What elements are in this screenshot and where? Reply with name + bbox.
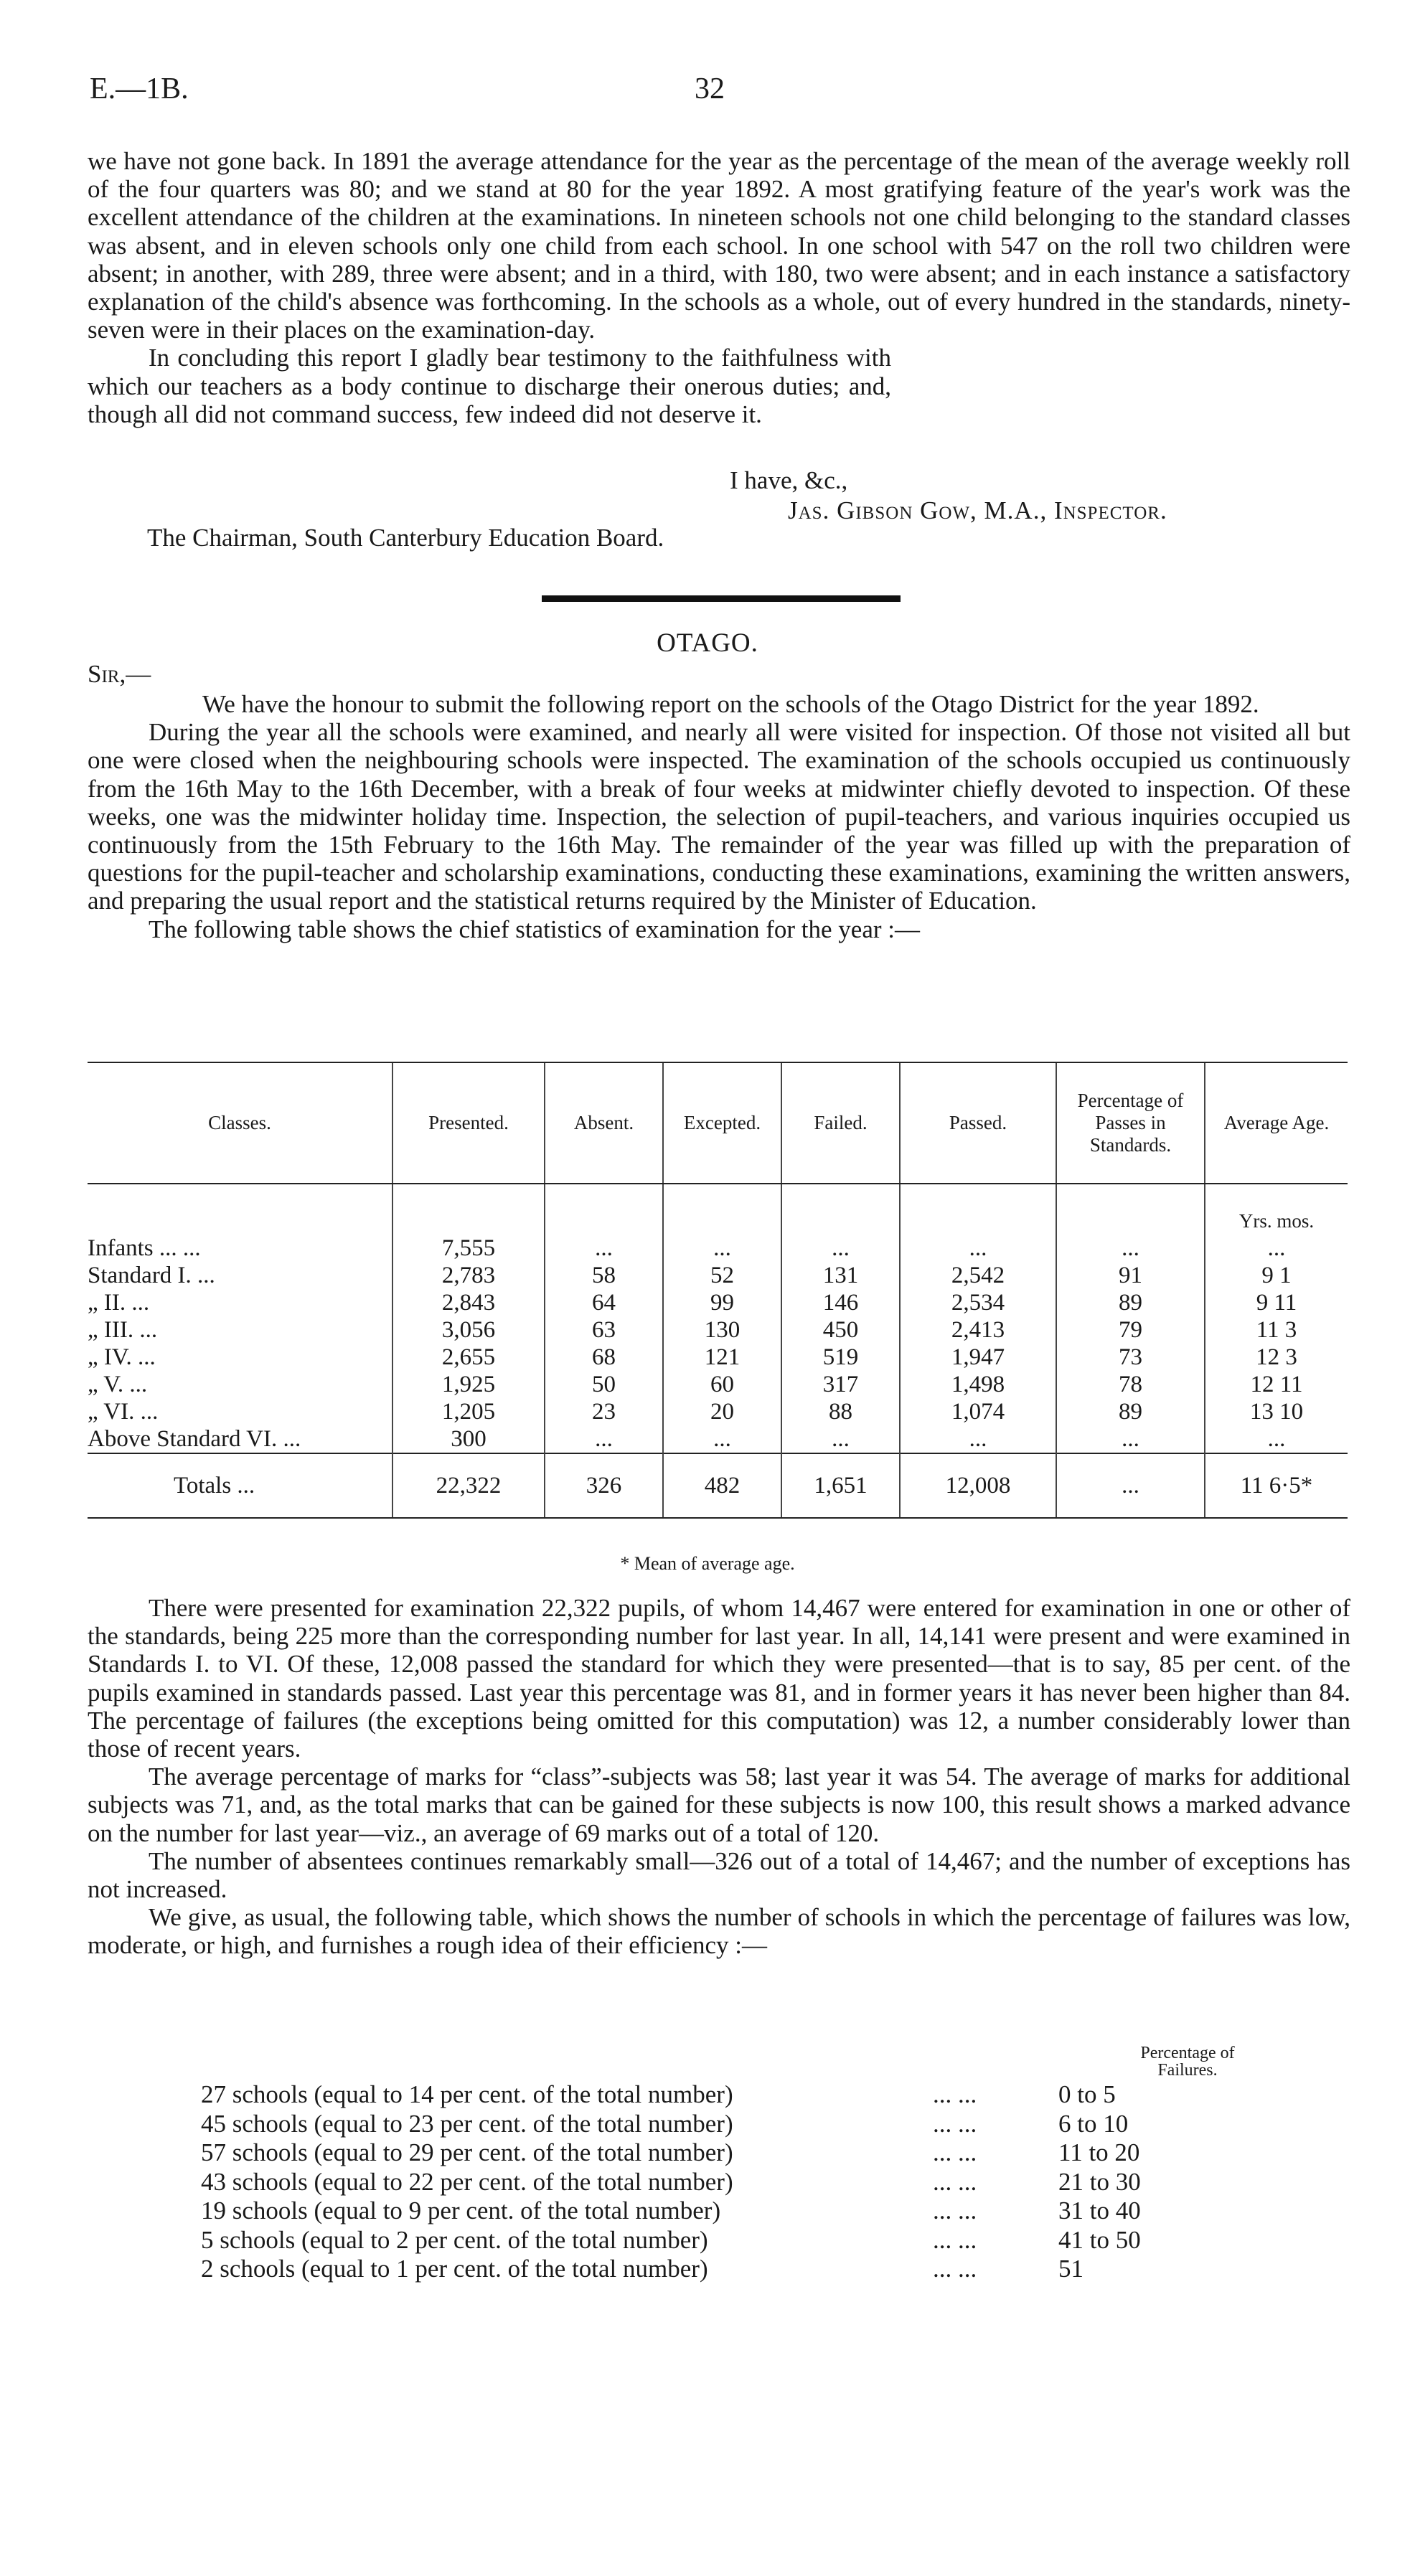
table-cell: 9 11: [1205, 1289, 1348, 1316]
results-paragraph-2: The average percentage of marks for “class”-subjects was 58; last year it was 54. The average of marks for additional subjects was 71, and, as the total marks that can be gained for these subjects is now 100, this result shows a marked advance on the number for last year—viz., an average of 69 marks out of a total of 120.: [88, 1763, 1350, 1847]
section-heading-otago: OTAGO.: [657, 628, 758, 658]
totals-cell: 482: [663, 1453, 781, 1518]
class-name-cell: Above Standard VI. ...: [88, 1426, 301, 1452]
document-reference: E.—1B.: [90, 72, 189, 105]
table-cell: 519: [781, 1344, 900, 1371]
table-row: [88, 1371, 1348, 1398]
table-cell: 99: [663, 1289, 781, 1316]
table-cell: 91: [1056, 1262, 1205, 1289]
signoff: I have, &c.,: [730, 466, 848, 494]
table-cell: 1,498: [900, 1371, 1056, 1398]
list-item: [201, 2080, 1277, 2110]
failure-desc: 5 schools (equal to 2 per cent. of the total number): [201, 2225, 708, 2254]
table-cell: 2,783: [392, 1262, 545, 1289]
table-cell: 12 3: [1205, 1344, 1348, 1371]
table-cell: ...: [781, 1425, 900, 1453]
table-cell: 2,413: [900, 1316, 1056, 1344]
column-header: Classes.: [88, 1062, 392, 1184]
table-row: [88, 1398, 1348, 1425]
totals-label: Totals ...: [88, 1453, 392, 1518]
table-cell: 7,555: [392, 1235, 545, 1262]
table-body: [88, 1184, 1348, 1518]
failure-range: 51: [1058, 2255, 1083, 2283]
list-item: [201, 2197, 1277, 2226]
list-item: [201, 2138, 1277, 2168]
table-cell: 450: [781, 1316, 900, 1344]
addressee: The Chairman, South Canterbury Education Board.: [147, 524, 664, 552]
table-cell: 300: [392, 1425, 545, 1453]
failure-desc: 43 schools (equal to 22 per cent. of the total number): [201, 2167, 733, 2196]
table-row: [88, 1289, 1348, 1316]
table-cell: 12 11: [1205, 1371, 1348, 1398]
failure-dots: ... ...: [933, 2197, 977, 2224]
failure-dots: ... ...: [933, 2109, 977, 2138]
table-row: [88, 1425, 1348, 1453]
table-cell: 89: [1056, 1398, 1205, 1425]
table-cell: ...: [545, 1425, 663, 1453]
table-cell: 130: [663, 1316, 781, 1344]
inspector-signature: Jas. Gibson Gow, M.A., Inspector.: [788, 496, 1167, 524]
list-item: [201, 2255, 1277, 2284]
table-cell: ...: [1205, 1235, 1348, 1262]
table-cell: 317: [781, 1371, 900, 1398]
otago-paragraph-3: The following table shows the chief statistics of examination for the year :—: [149, 915, 920, 943]
table-cell: ...: [663, 1425, 781, 1453]
table-cell: 1,205: [392, 1398, 545, 1425]
column-header: Absent.: [545, 1062, 663, 1184]
totals-cell: ...: [1056, 1453, 1205, 1518]
table-cell: 78: [1056, 1371, 1205, 1398]
list-item: [201, 2110, 1277, 2139]
table-cell: 1,074: [900, 1398, 1056, 1425]
totals-cell: 12,008: [900, 1453, 1056, 1518]
table-cell: 64: [545, 1289, 663, 1316]
table-cell: ...: [900, 1235, 1056, 1262]
table-cell: ...: [1056, 1235, 1205, 1262]
table-cell: 2,843: [392, 1289, 545, 1316]
column-header: Excepted.: [663, 1062, 781, 1184]
column-header: Failed.: [781, 1062, 900, 1184]
otago-introduction: [88, 690, 1350, 943]
failure-desc: 2 schools (equal to 1 per cent. of the total number): [201, 2255, 708, 2283]
table-cell: 1,947: [900, 1344, 1056, 1371]
table-cell: 60: [663, 1371, 781, 1398]
table-cell: 146: [781, 1289, 900, 1316]
failure-range: 31 to 40: [1058, 2197, 1141, 2224]
table-cell: 63: [545, 1316, 663, 1344]
table-cell: 68: [545, 1344, 663, 1371]
table-cell: 52: [663, 1262, 781, 1289]
table-cell: ...: [663, 1235, 781, 1262]
class-name-cell: Standard I. ...: [88, 1263, 215, 1288]
examination-statistics-table: [88, 1062, 1348, 1519]
table-cell: ...: [900, 1425, 1056, 1453]
table-cell: 1,925: [392, 1371, 545, 1398]
table-cell: 2,655: [392, 1344, 545, 1371]
class-name-cell: „ VI. ...: [88, 1399, 159, 1425]
table-row: [88, 1344, 1348, 1371]
totals-row: [88, 1453, 1348, 1518]
table-row: [88, 1235, 1348, 1262]
table-footnote: * Mean of average age.: [620, 1553, 795, 1574]
class-name-cell: „ V. ...: [88, 1372, 148, 1397]
table-cell: 11 3: [1205, 1316, 1348, 1344]
table-cell: 3,056: [392, 1316, 545, 1344]
column-header: Presented.: [392, 1062, 545, 1184]
failure-desc: 27 schools (equal to 14 per cent. of the total number): [201, 2080, 733, 2108]
salutation: Sir,—: [88, 660, 151, 688]
class-name-cell: „ II. ...: [88, 1290, 150, 1316]
table-cell: 58: [545, 1262, 663, 1289]
table-cell: 2,534: [900, 1289, 1056, 1316]
page-number: 32: [695, 72, 725, 105]
failure-desc: 45 schools (equal to 23 per cent. of the total number): [201, 2109, 733, 2138]
table-cell: 9 1: [1205, 1262, 1348, 1289]
table-row: [88, 1262, 1348, 1289]
table-cell: ...: [781, 1235, 900, 1262]
canterbury-paragraph-attendance: we have not gone back. In 1891 the average attendance for the year as the percentage of the mean of the average weekly roll of the four quarters was 80; and we stand at 80 for the year 1892. A most gratifying feature of the year's work was the excellent attendance of the children at the examinations. In nineteen schools not one child belonging to the standard classes was absent, and in eleven schools only one child from each school. In one school with 547 on the roll two children were absent; in another, with 289, three were absent; and in a third, with 180, two were absent; and in each instance a satisfactory explanation of the child's absence was forthcoming. In the schools as a whole, out of every hundred in the standards, ninety-seven were in their places on the examination-day.: [88, 147, 1350, 344]
totals-cell: 22,322: [392, 1453, 545, 1518]
results-paragraph-3: The number of absentees continues remarkably small—326 out of a total of 14,467; and the number of exceptions has not increased.: [88, 1846, 1350, 1904]
failure-desc: 19 schools (equal to 9 per cent. of the total number): [201, 2197, 721, 2224]
table-cell: 13 10: [1205, 1398, 1348, 1425]
class-name-cell: Infants ... ...: [88, 1235, 201, 1261]
class-name-cell: „ III. ...: [88, 1317, 158, 1343]
table-cell: 121: [663, 1344, 781, 1371]
list-item: [201, 2226, 1277, 2255]
failures-column-header: Percentage of Failures.: [1140, 2044, 1235, 2080]
results-paragraph-4: We give, as usual, the following table, which shows the number of schools in which the percentage of failures was low, moderate, or high, and furnishes a rough idea of their efficiency :—: [88, 1903, 1350, 1960]
table-cell: 50: [545, 1371, 663, 1398]
results-discussion: [88, 1594, 1350, 1960]
table-row: [88, 1316, 1348, 1344]
failure-dots: ... ...: [933, 2080, 977, 2108]
otago-paragraph-1: We have the honour to submit the following report on the schools of the Otago District for the year 1892.: [202, 690, 1259, 718]
units-row: [88, 1184, 1348, 1235]
otago-paragraph-2: During the year all the schools were examined, and nearly all were visited for inspection. Of those not visited all but one were closed when the neighbouring schools were inspected. The examination of the schools occupied us continuously from the 16th May to the 16th December, with a break of four weeks at midwinter chiefly devoted to inspection. Of these weeks, one was the midwinter holiday time. Inspection, the selection of pupil-teachers, and various inquiries occupied us continuously from the 15th February to the 16th May. The remainder of the year was filled up with the preparation of questions for the pupil-teacher and scholarship examinations, conducting these examinations, examining the written answers, and preparing the usual report and the statistical returns required by the Minister of Education.: [88, 718, 1350, 915]
totals-cell: 11 6·5*: [1205, 1453, 1348, 1518]
class-name-cell: „ IV. ...: [88, 1344, 156, 1370]
table-cell: ...: [1056, 1425, 1205, 1453]
table-cell: ...: [545, 1235, 663, 1262]
failure-range: 0 to 5: [1058, 2080, 1116, 2108]
table-header-row: [88, 1062, 1348, 1184]
table-cell: 23: [545, 1398, 663, 1425]
age-units: Yrs. mos.: [1205, 1184, 1348, 1235]
column-header: Passed.: [900, 1062, 1056, 1184]
failure-range: 41 to 50: [1058, 2225, 1141, 2254]
failure-dots: ... ...: [933, 2138, 977, 2166]
section-divider: [542, 595, 901, 602]
table-cell: 89: [1056, 1289, 1205, 1316]
totals-cell: 1,651: [781, 1453, 900, 1518]
table-cell: 88: [781, 1398, 900, 1425]
table-cell: 131: [781, 1262, 900, 1289]
failure-distribution-list: [201, 2080, 1277, 2284]
failure-desc: 57 schools (equal to 29 per cent. of the total number): [201, 2138, 733, 2166]
totals-cell: 326: [545, 1453, 663, 1518]
table-cell: ...: [1205, 1425, 1348, 1453]
failure-range: 21 to 30: [1058, 2167, 1141, 2196]
canterbury-report-end: [88, 147, 1350, 428]
failure-dots: ... ...: [933, 2255, 977, 2283]
column-header: Percentage of Passes in Standards.: [1056, 1062, 1205, 1184]
failure-dots: ... ...: [933, 2167, 977, 2196]
failure-range: 11 to 20: [1058, 2138, 1140, 2166]
failure-range: 6 to 10: [1058, 2109, 1129, 2138]
table-cell: 79: [1056, 1316, 1205, 1344]
results-paragraph-1: There were presented for examination 22,322 pupils, of whom 14,467 were entered for examination in one or other of the standards, being 225 more than the corresponding number for last year. In all, 14,141 were present and were examined in Standards I. to VI. Of these, 12,008 passed the standard for which they were presented—that is to say, 85 per cent. of the pupils examined in standards passed. Last year this percentage was 81, and in former years it has never been higher than 84. The percentage of failures (the exceptions being omitted for this computation) was 12, a number considerably lower than those of recent years.: [88, 1594, 1350, 1763]
canterbury-paragraph-conclusion: In concluding this report I gladly bear testimony to the faithfulness with which our teachers as a body continue to discharge their onerous duties; and, though all did not command success, few indeed did not deserve it.: [88, 344, 891, 428]
failure-dots: ... ...: [933, 2225, 977, 2254]
table-cell: 2,542: [900, 1262, 1056, 1289]
list-item: [201, 2168, 1277, 2197]
table-cell: 73: [1056, 1344, 1205, 1371]
column-header: Average Age.: [1205, 1062, 1348, 1184]
table-cell: 20: [663, 1398, 781, 1425]
